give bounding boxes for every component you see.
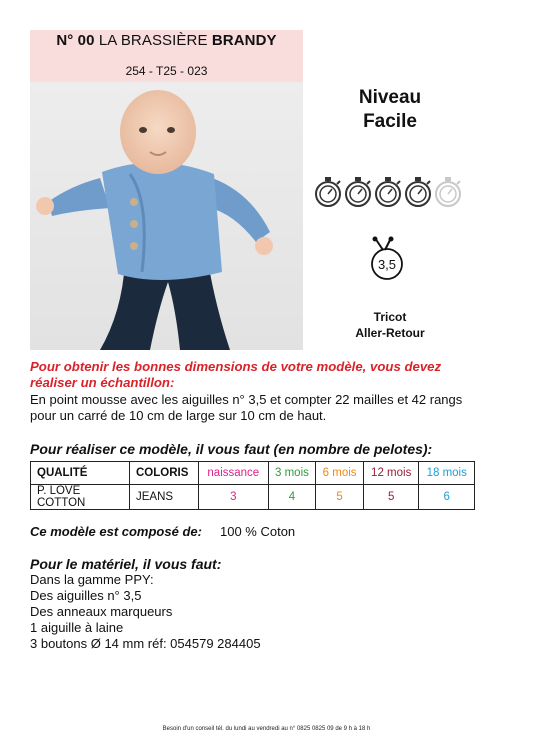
footer-note: Besoin d'un conseil tél. du lundi au vendredi au n° 0825 0825 09 de 9 h à 18 h — [162, 726, 371, 732]
header-size-1: 3 mois — [268, 462, 316, 485]
product-photo — [30, 82, 303, 350]
row-qty-4: 6 — [419, 485, 475, 510]
list-item: 3 boutons Ø 14 mm réf: 054579 284405 — [30, 636, 261, 651]
composition-label: Ce modèle est composé de: — [30, 524, 202, 539]
stopwatch-icon — [436, 177, 460, 206]
needle-size-badge — [365, 236, 411, 282]
header-quality: QUALITÉ — [31, 462, 130, 485]
row-quality: P. LOVE COTTON — [31, 485, 130, 510]
stopwatch-icon — [376, 177, 400, 206]
stopwatch-icon — [346, 177, 370, 206]
pattern-type: LA BRASSIÈRE — [98, 32, 208, 49]
list-item: Des anneaux marqueurs — [30, 604, 173, 619]
list-item: 1 aiguille à laine — [30, 620, 124, 635]
row-qty-0: 3 — [199, 485, 269, 510]
row-color: JEANS — [130, 485, 199, 510]
row-qty-3: 5 — [363, 485, 419, 510]
row-qty-2: 5 — [316, 485, 364, 510]
header-size-0: naissance — [199, 462, 269, 485]
difficulty-timers — [314, 174, 464, 210]
technique-line1: Tricot — [373, 310, 407, 324]
quantities-heading: Pour réaliser ce modèle, il vous faut (en nombre de pelotes): — [30, 441, 433, 457]
gauge-heading-line2: réaliser un échantillon: — [30, 375, 175, 390]
pattern-number: N° 00 — [56, 32, 95, 49]
level-heading: Niveau — [358, 87, 422, 108]
yarn-quantity-table — [30, 461, 475, 510]
composition — [30, 524, 296, 539]
gauge-heading — [30, 359, 500, 391]
list-item: Des aiguilles n° 3,5 — [30, 588, 142, 603]
gauge-description — [30, 392, 510, 424]
header-color: COLORIS — [130, 462, 199, 485]
level-value: Facile — [363, 111, 417, 132]
material-list — [30, 572, 261, 652]
header-size-2: 6 mois — [316, 462, 364, 485]
needle-size-label: 3,5 — [377, 257, 397, 272]
knitting-technique — [330, 309, 450, 341]
list-item: Dans la gamme PPY: — [30, 572, 154, 587]
technique-line2: Aller-Retour — [355, 326, 425, 340]
composition-value: 100 % Coton — [220, 524, 296, 539]
timer-row — [314, 174, 464, 210]
table-header-row — [31, 462, 475, 485]
pattern-title — [30, 32, 303, 49]
difficulty-level — [330, 86, 450, 134]
header-size-4: 18 mois — [419, 462, 475, 485]
row-qty-1: 4 — [268, 485, 316, 510]
baby-in-sweater-image — [30, 82, 303, 350]
material-heading: Pour le matériel, il vous faut: — [30, 556, 222, 572]
stopwatch-icon — [406, 177, 430, 206]
stopwatch-icon — [316, 177, 340, 206]
gauge-text-line2: pour un carré de 10 cm de large sur 10 cm de haut. — [30, 408, 327, 423]
header-size-3: 12 mois — [363, 462, 419, 485]
pattern-reference: 254 - T25 - 023 — [125, 64, 208, 78]
gauge-heading-line1: Pour obtenir les bonnes dimensions de votre modèle, vous devez — [30, 359, 442, 374]
knitting-needles-icon — [365, 236, 411, 282]
table-row — [31, 485, 475, 510]
pattern-name: BRANDY — [211, 32, 277, 49]
gauge-text-line1: En point mousse avec les aiguilles n° 3,5 et compter 22 mailles et 42 rangs — [30, 392, 463, 407]
